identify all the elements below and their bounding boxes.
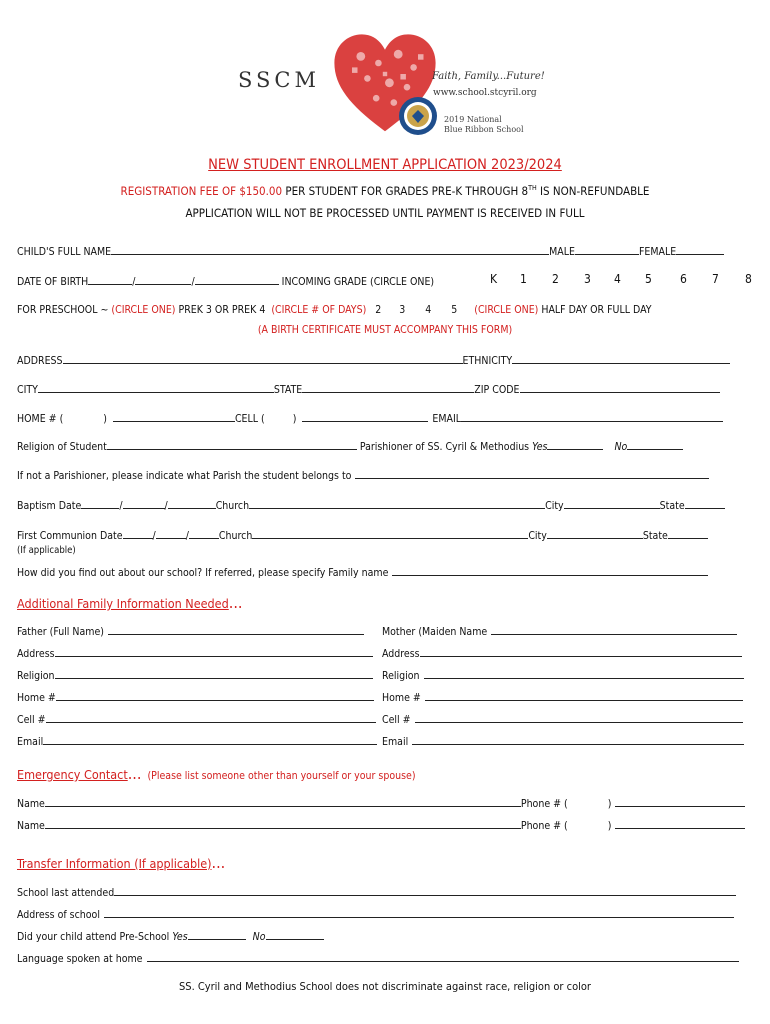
phone-row — [17, 410, 723, 425]
birth-certificate-note: (A BIRTH CERTIFICATE MUST ACCOMPANY THIS FORM) — [257, 324, 513, 336]
if-applicable-note: (If applicable) — [17, 545, 76, 556]
baptism-row — [17, 497, 725, 512]
communion-state-field[interactable] — [668, 527, 708, 539]
address-label: ADDRESS — [17, 355, 63, 367]
zip-label: ZIP CODE — [474, 384, 520, 396]
mother-cell-label: Cell # — [382, 714, 411, 726]
preschool-yes[interactable]: Yes — [172, 931, 188, 943]
communion-slash-1: / — [152, 530, 156, 542]
communion-city-label: City — [528, 530, 547, 542]
mother-religion-row — [382, 667, 744, 682]
communion-church-field[interactable] — [252, 527, 528, 539]
father-home-label: Home # — [17, 692, 56, 704]
family-heading-text: Additional Family Information Needed — [17, 596, 229, 611]
child-name-field[interactable] — [111, 243, 549, 255]
emergency-name-label: Name — [17, 798, 45, 810]
school-address-row — [17, 906, 734, 921]
mother-religion-field[interactable] — [424, 667, 744, 679]
ethnicity-label: ETHNICITY — [462, 355, 513, 367]
baptism-city-label: City — [545, 500, 564, 512]
religion-row — [17, 438, 683, 453]
baptism-date-label: Baptism Date — [17, 500, 82, 512]
transfer-section-heading — [17, 853, 225, 872]
cell-phone-label: CELL ( — [234, 413, 265, 425]
referral-row — [17, 564, 708, 579]
grade-options — [490, 272, 755, 286]
grade-option[interactable]: 7 — [712, 272, 719, 286]
incoming-grade-label: INCOMING GRADE (CIRCLE ONE) — [281, 276, 435, 288]
father-email-field[interactable] — [43, 733, 377, 745]
father-address-field[interactable] — [55, 645, 373, 657]
referral-question: How did you find out about our school? If referred, please specify Family name — [17, 567, 389, 579]
emergency-paren: ) — [607, 798, 612, 810]
prek-options[interactable]: PREK 3 OR PREK 4 — [178, 304, 266, 316]
grade-option[interactable]: 1 — [520, 272, 527, 286]
emergency-contact-1 — [17, 795, 745, 810]
baptism-church-label: Church — [215, 500, 250, 512]
father-religion-label: Religion — [17, 670, 55, 682]
communion-state-label: State — [642, 530, 668, 542]
father-religion-row — [17, 667, 373, 682]
father-name-field[interactable] — [108, 623, 364, 635]
parish-question: If not a Parishioner, please indicate what Parish the student belongs to — [17, 470, 352, 482]
preschool-label: FOR PRESCHOOL ~ — [17, 304, 109, 316]
communion-month-field[interactable] — [123, 527, 153, 539]
father-label: Father (Full Name) — [17, 626, 104, 638]
state-field[interactable] — [302, 381, 474, 393]
baptism-year-field[interactable] — [168, 497, 216, 509]
father-address-label: Address — [17, 648, 55, 660]
parishioner-label: Parishioner of SS. Cyril & Methodius — [359, 441, 530, 453]
communion-row — [17, 527, 708, 542]
parish-row — [17, 467, 709, 482]
parishioner-yes[interactable]: Yes — [532, 441, 548, 453]
mother-cell-row — [382, 711, 743, 726]
cell-paren: ) — [292, 413, 297, 425]
baptism-day-field[interactable] — [123, 497, 165, 509]
form-title: NEW STUDENT ENROLLMENT APPLICATION 2023/2024 — [208, 157, 562, 173]
city-label: CITY — [17, 384, 38, 396]
baptism-month-field[interactable] — [81, 497, 119, 509]
transfer-heading-text: Transfer Information (If applicable) — [17, 856, 212, 871]
communion-church-label: Church — [218, 530, 253, 542]
mother-address-row — [382, 645, 742, 660]
communion-city-field[interactable] — [547, 527, 643, 539]
communion-slash-2: / — [185, 530, 189, 542]
father-home-field[interactable] — [56, 689, 374, 701]
circle-one-note-2: (CIRCLE ONE) — [474, 304, 539, 316]
communion-day-field[interactable] — [156, 527, 186, 539]
city-row — [17, 381, 720, 396]
baptism-church-field[interactable] — [249, 497, 545, 509]
mother-email-field[interactable] — [412, 733, 744, 745]
emergency-section-heading — [17, 764, 416, 783]
mother-home-field[interactable] — [425, 689, 743, 701]
language-row — [17, 950, 739, 965]
address-field[interactable] — [63, 352, 463, 364]
grade-option[interactable]: 3 — [584, 272, 591, 286]
school-last-label: School last attended — [17, 887, 115, 899]
transfer-heading-ellipsis: ... — [211, 853, 226, 872]
communion-date-label: First Communion Date — [17, 530, 123, 542]
child-name-label: CHILD'S FULL NAME — [17, 246, 112, 258]
father-religion-field[interactable] — [55, 667, 373, 679]
day-option[interactable]: 5 — [451, 304, 458, 316]
dob-year-field[interactable] — [195, 273, 279, 285]
dob-row — [17, 273, 434, 288]
baptism-state-label: State — [659, 500, 685, 512]
father-home-row — [17, 689, 374, 704]
referral-field[interactable] — [392, 564, 708, 576]
emergency-contact-2 — [17, 817, 745, 832]
parishioner-no[interactable]: No — [614, 441, 628, 453]
school-logo-text: SSCM — [238, 68, 320, 92]
day-option[interactable]: 4 — [425, 304, 432, 316]
dob-slash-2: / — [191, 276, 195, 288]
mother-email-label: Email — [382, 736, 409, 748]
home-phone-label: HOME # ( — [17, 413, 64, 425]
address-row — [17, 352, 730, 367]
baptism-slash-2: / — [164, 500, 168, 512]
mother-cell-field[interactable] — [415, 711, 743, 723]
mother-address-field[interactable] — [420, 645, 742, 657]
school-last-field[interactable] — [114, 884, 736, 896]
award-line-1: 2019 National — [444, 115, 502, 124]
zip-field[interactable] — [520, 381, 720, 393]
father-email-row — [17, 733, 377, 748]
child-name-row — [17, 243, 724, 258]
male-label: MALE — [549, 246, 575, 258]
grade-option[interactable]: 6 — [680, 272, 687, 286]
preschool-row — [17, 304, 652, 316]
website-text: www.school.stcyril.org — [433, 88, 537, 98]
day-option[interactable]: 3 — [399, 304, 406, 316]
registration-fee-line — [0, 184, 770, 198]
religion-label: Religion of Student — [17, 441, 107, 453]
language-field[interactable] — [147, 950, 739, 962]
mother-religion-label: Religion — [382, 670, 420, 682]
preschool-no-field[interactable] — [266, 928, 324, 940]
grade-option[interactable]: 2 — [552, 272, 559, 286]
email-field[interactable] — [461, 410, 723, 422]
parish-field[interactable] — [355, 467, 709, 479]
non-discrimination-footer: SS. Cyril and Methodius School does not discriminate against race, religion or color — [179, 980, 591, 993]
preschool-question-row — [17, 928, 324, 943]
female-field[interactable] — [676, 243, 724, 255]
preschool-yes-field[interactable] — [188, 928, 246, 940]
father-address-row — [17, 645, 373, 660]
emergency-heading-ellipsis: ... — [127, 764, 142, 783]
cell-phone-field[interactable] — [302, 410, 428, 422]
family-heading-ellipsis: ... — [228, 593, 243, 612]
day-option[interactable]: 2 — [375, 304, 382, 316]
family-section-heading — [17, 593, 242, 612]
award-line-2: Blue Ribbon School — [444, 125, 524, 134]
baptism-city-field[interactable] — [564, 497, 660, 509]
home-phone-field[interactable] — [113, 410, 235, 422]
father-cell-label: Cell # — [17, 714, 46, 726]
communion-year-field[interactable] — [189, 527, 219, 539]
emergency-phone-field[interactable] — [615, 795, 745, 807]
half-full-day-options[interactable]: HALF DAY OR FULL DAY — [541, 304, 652, 316]
grade-option[interactable]: 5 — [645, 272, 652, 286]
parishioner-no-field[interactable] — [627, 438, 683, 450]
dob-month-field[interactable] — [88, 273, 132, 285]
grade-option[interactable]: K — [490, 272, 498, 286]
preschool-question: Did your child attend Pre-School — [17, 931, 170, 943]
blue-ribbon-seal-icon — [398, 96, 438, 136]
mother-address-label: Address — [382, 648, 420, 660]
emergency-note: (Please list someone other than yourself or your spouse) — [147, 770, 416, 782]
emergency-phone-field[interactable] — [615, 817, 745, 829]
grade-option[interactable]: 8 — [745, 272, 752, 286]
city-field[interactable] — [38, 381, 274, 393]
mother-home-row — [382, 689, 743, 704]
baptism-state-field[interactable] — [685, 497, 725, 509]
religion-field[interactable] — [107, 438, 357, 450]
emergency-paren: ) — [607, 820, 612, 832]
email-label: EMAIL — [432, 413, 462, 425]
father-row — [17, 623, 364, 638]
fee-end: IS NON-REFUNDABLE — [536, 184, 650, 198]
father-cell-field[interactable] — [46, 711, 376, 723]
emergency-name-field[interactable] — [45, 817, 521, 829]
school-address-field[interactable] — [104, 906, 734, 918]
parishioner-yes-field[interactable] — [547, 438, 603, 450]
fee-superscript: TH — [528, 184, 537, 193]
mother-home-label: Home # — [382, 692, 421, 704]
circle-days-note: (CIRCLE # OF DAYS) — [271, 304, 367, 316]
mother-name-field[interactable] — [491, 623, 737, 635]
grade-option[interactable]: 4 — [614, 272, 621, 286]
school-last-row — [17, 884, 736, 899]
preschool-no[interactable]: No — [252, 931, 266, 943]
home-paren: ) — [103, 413, 107, 425]
school-address-label: Address of school — [17, 909, 100, 921]
male-field[interactable] — [575, 243, 639, 255]
dob-slash-1: / — [132, 276, 136, 288]
emergency-name-field[interactable] — [45, 795, 521, 807]
dob-label: DATE OF BIRTH — [17, 276, 89, 288]
ethnicity-field[interactable] — [512, 352, 730, 364]
payment-notice: APPLICATION WILL NOT BE PROCESSED UNTIL PAYMENT IS RECEIVED IN FULL — [185, 206, 585, 220]
emergency-name-label: Name — [17, 820, 45, 832]
emergency-phone-label: Phone # ( — [520, 820, 568, 832]
language-label: Language spoken at home — [17, 953, 143, 965]
female-label: FEMALE — [638, 246, 677, 258]
mother-row — [382, 623, 737, 638]
emergency-phone-label: Phone # ( — [520, 798, 568, 810]
circle-one-note: (CIRCLE ONE) — [111, 304, 176, 316]
fee-amount: REGISTRATION FEE OF $150.00 — [120, 184, 283, 198]
mother-label: Mother (Maiden Name — [382, 626, 488, 638]
father-cell-row — [17, 711, 376, 726]
father-email-label: Email — [17, 736, 44, 748]
baptism-slash-1: / — [119, 500, 123, 512]
mother-email-row — [382, 733, 744, 748]
state-label: STATE — [273, 384, 303, 396]
tagline: Faith, Family...Future! — [432, 71, 545, 82]
dob-day-field[interactable] — [135, 273, 191, 285]
emergency-heading-text: Emergency Contact — [17, 767, 128, 782]
fee-middle: PER STUDENT FOR GRADES PRE-K THROUGH 8 — [282, 184, 529, 198]
